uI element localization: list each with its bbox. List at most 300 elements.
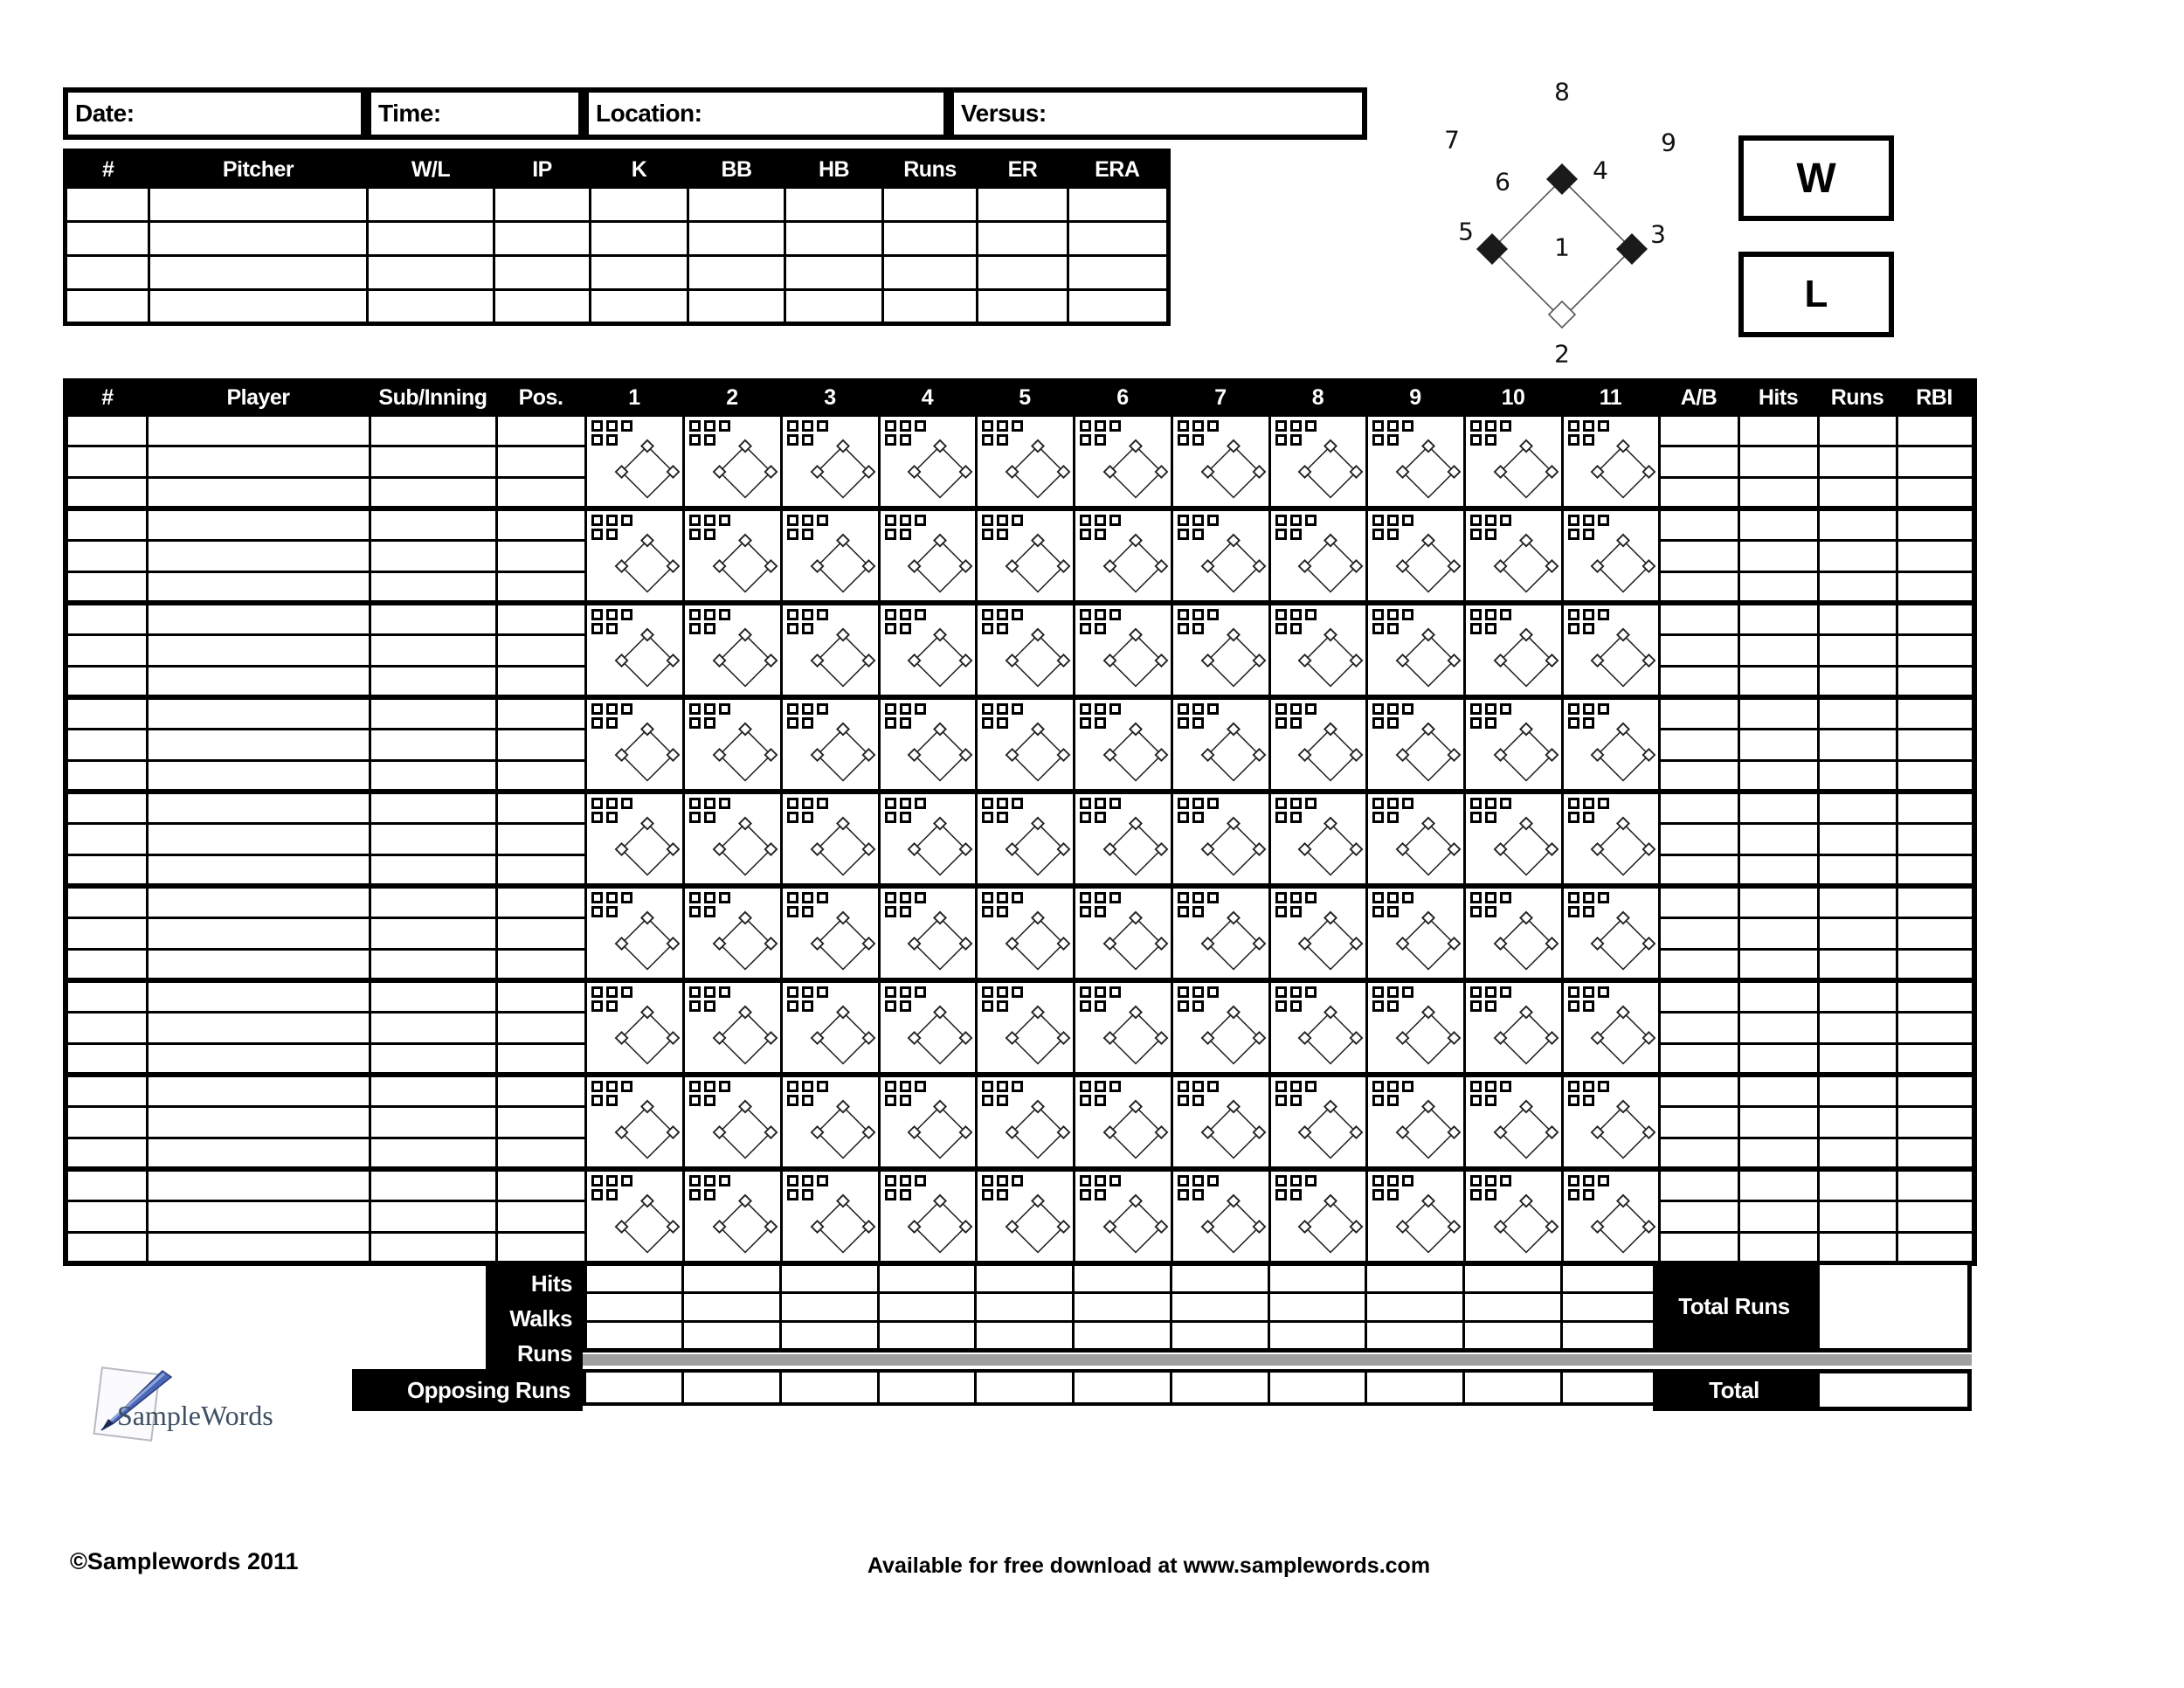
inning-cell	[976, 414, 1074, 508]
pitch-box	[1500, 986, 1511, 998]
pitcher-col-header-2: W/L	[368, 151, 494, 188]
inning-cell	[976, 603, 1074, 697]
player-row	[66, 1075, 1974, 1106]
hits-cell	[1738, 792, 1818, 823]
rbi-cell	[1897, 823, 1974, 854]
pitcher-col-header-9: ERA	[1068, 151, 1169, 188]
sub-inning-cell	[370, 792, 496, 823]
inning-cell	[1562, 697, 1659, 792]
pitch-box	[1372, 906, 1384, 917]
pitch-box	[802, 515, 813, 526]
number-cell	[66, 446, 147, 477]
base-diamond-icon	[1200, 816, 1267, 882]
pitch-box	[591, 986, 603, 998]
runs-cell	[1818, 823, 1897, 854]
player-name-cell	[147, 729, 370, 760]
totals-cell	[683, 1292, 781, 1321]
inning-col-header-4: 4	[879, 381, 976, 414]
hits-cell	[1738, 760, 1818, 792]
pitch-box	[787, 515, 798, 526]
rbi-cell	[1897, 792, 1974, 823]
sub-inning-cell	[370, 1106, 496, 1138]
position-cell	[496, 980, 585, 1012]
ab-cell	[1659, 446, 1738, 477]
pitch-box	[1598, 986, 1609, 998]
pitch-box	[1387, 703, 1399, 715]
pitch-box	[982, 812, 993, 823]
total-runs-label-box	[1653, 1261, 1815, 1352]
pitch-box	[1500, 515, 1511, 526]
base-diamond-icon	[1102, 627, 1169, 694]
totals-cell	[1366, 1321, 1464, 1350]
pitcher-col-header-3: IP	[494, 151, 591, 188]
pitch-box	[885, 798, 896, 809]
pitch-box	[982, 1000, 993, 1012]
player-name-cell	[147, 540, 370, 571]
hits-cell	[1738, 1012, 1818, 1043]
inning-cell	[1171, 508, 1269, 603]
inning-cell	[781, 792, 879, 886]
pitch-box	[900, 420, 911, 432]
totals-cell	[1171, 1321, 1269, 1350]
rbi-cell	[1897, 540, 1974, 571]
pitch-box	[1485, 892, 1496, 903]
position-cell	[496, 1043, 585, 1075]
pitch-box	[1080, 798, 1091, 809]
pitch-box	[915, 703, 926, 715]
runs-cell	[1818, 729, 1897, 760]
pitch-box	[689, 1000, 701, 1012]
base-diamond-icon	[712, 627, 778, 694]
inning-cell	[1562, 886, 1659, 980]
pitcher-col-header-7: Runs	[883, 151, 978, 188]
rbi-cell	[1897, 571, 1974, 603]
runs-cell	[1818, 980, 1897, 1012]
inning-cell	[585, 697, 683, 792]
ab-cell	[1659, 540, 1738, 571]
pitch-box	[1500, 609, 1511, 620]
rbi-cell	[1897, 1138, 1974, 1169]
inning-cell	[879, 603, 976, 697]
pitch-box	[915, 892, 926, 903]
pitch-box	[1598, 420, 1609, 432]
pitch-box	[817, 892, 828, 903]
ab-cell	[1659, 508, 1738, 540]
number-cell	[66, 508, 147, 540]
base-diamond-icon	[1297, 439, 1364, 505]
pitcher-cell	[883, 188, 978, 222]
pitch-box	[885, 717, 896, 729]
rbi-cell	[1897, 508, 1974, 540]
inning-cell	[683, 1075, 781, 1169]
pitch-box	[1470, 609, 1482, 620]
pitch-box	[1207, 609, 1219, 620]
inning-cell	[1366, 603, 1464, 697]
inning-cell	[585, 603, 683, 697]
inning-cell	[976, 980, 1074, 1075]
pitch-box	[1598, 892, 1609, 903]
inning-cell	[585, 980, 683, 1075]
position-number-5: 5	[1458, 217, 1474, 246]
pitcher-cell	[688, 188, 785, 222]
player-name-cell	[147, 1012, 370, 1043]
inning-col-header-6: 6	[1074, 381, 1171, 414]
pitch-box	[885, 420, 896, 432]
pitch-box	[1500, 420, 1511, 432]
base-diamond-icon	[614, 722, 681, 788]
inning-cell	[1562, 1075, 1659, 1169]
rbi-cell	[1897, 697, 1974, 729]
pitch-box	[997, 986, 1008, 998]
inning-cell	[1464, 980, 1562, 1075]
pitcher-cell	[368, 256, 494, 290]
player-name-cell	[147, 1106, 370, 1138]
pitch-box	[787, 420, 798, 432]
inning-cell	[879, 697, 976, 792]
pitch-box	[982, 1189, 993, 1200]
pitch-box	[787, 1175, 798, 1186]
inning-cell	[781, 414, 879, 508]
inning-cell	[1562, 414, 1659, 508]
pitch-box	[1275, 1081, 1287, 1092]
pitch-box	[719, 1081, 730, 1092]
sub-inning-cell	[370, 980, 496, 1012]
pitch-box	[704, 798, 715, 809]
pitch-box	[606, 609, 618, 620]
pitch-box	[1095, 420, 1106, 432]
base-diamond-icon	[1590, 816, 1656, 882]
player-row	[66, 1169, 1974, 1200]
pitch-box	[1095, 798, 1106, 809]
pitch-box	[704, 1081, 715, 1092]
inning-cell	[781, 886, 879, 980]
opposing-cell	[975, 1371, 1073, 1404]
totals-cell	[1464, 1321, 1562, 1350]
position-cell	[496, 666, 585, 697]
ab-cell	[1659, 823, 1738, 854]
inning-col-header-9: 9	[1366, 381, 1464, 414]
hits-cell	[1738, 414, 1818, 446]
pitch-box	[689, 906, 701, 917]
base-diamond-icon	[1005, 722, 1071, 788]
pitch-box	[885, 906, 896, 917]
pitch-box	[1178, 798, 1189, 809]
pitch-box	[1275, 892, 1287, 903]
inning-cell	[1366, 1075, 1464, 1169]
pitch-box	[689, 717, 701, 729]
pitch-box	[1598, 515, 1609, 526]
base-diamond-icon	[1395, 1193, 1462, 1260]
number-cell	[66, 603, 147, 634]
player-name-cell	[147, 823, 370, 854]
pitch-box	[1012, 1175, 1023, 1186]
totals-cell	[585, 1321, 683, 1350]
inning-cell	[1464, 697, 1562, 792]
position-cell	[496, 1012, 585, 1043]
runs-total-label: Runs	[517, 1340, 572, 1366]
pitch-box	[1192, 798, 1204, 809]
pitch-box	[1387, 420, 1399, 432]
inning-cell	[1171, 1075, 1269, 1169]
totals-cell	[683, 1321, 781, 1350]
totals-cell	[879, 1321, 976, 1350]
pitch-box	[1109, 703, 1121, 715]
player-name-cell	[147, 1169, 370, 1200]
pitch-box	[689, 1189, 701, 1200]
opposing-cell	[1561, 1371, 1658, 1404]
pitch-box	[1192, 1175, 1204, 1186]
pitch-box	[885, 986, 896, 998]
pitcher-cell	[978, 256, 1068, 290]
ab-cell	[1659, 666, 1738, 697]
runs-cell	[1818, 1012, 1897, 1043]
pitch-box	[1583, 798, 1594, 809]
sub-inning-cell	[370, 666, 496, 697]
pitch-box	[621, 986, 632, 998]
hits-cell	[1738, 823, 1818, 854]
pitch-box	[982, 798, 993, 809]
position-number-1: 1	[1554, 232, 1570, 262]
pitch-box	[1109, 1081, 1121, 1092]
inning-cell	[1366, 508, 1464, 603]
inning-cell	[683, 886, 781, 980]
base-diamond-icon	[1493, 722, 1559, 788]
rbi-cell	[1897, 1012, 1974, 1043]
opposing-cell	[1268, 1371, 1365, 1404]
base-diamond-icon	[1200, 1193, 1267, 1260]
player-name-cell	[147, 1043, 370, 1075]
player-name-cell	[147, 666, 370, 697]
base-diamond-icon	[1493, 627, 1559, 694]
pitcher-cell	[591, 290, 688, 324]
pitch-box	[689, 515, 701, 526]
pitch-box	[1207, 986, 1219, 998]
pitch-box	[1485, 515, 1496, 526]
total-runs-label: Total Runs	[1678, 1293, 1790, 1319]
hits-cell	[1738, 949, 1818, 980]
pitch-box	[689, 1175, 701, 1186]
pitch-box	[1080, 812, 1091, 823]
position-cell	[496, 1232, 585, 1263]
pitch-box	[982, 420, 993, 432]
pitch-box	[1207, 892, 1219, 903]
pitch-box	[1192, 892, 1204, 903]
opposing-cell	[1073, 1371, 1171, 1404]
pitch-box	[591, 420, 603, 432]
player-name-cell	[147, 1200, 370, 1232]
loss-box	[1738, 252, 1894, 337]
scorecard-col-header-0: #	[66, 381, 147, 414]
pitch-box	[591, 623, 603, 634]
pitch-box	[1305, 798, 1317, 809]
runs-cell	[1818, 603, 1897, 634]
totals-row	[585, 1292, 1659, 1321]
pitch-box	[1402, 609, 1413, 620]
sub-inning-cell	[370, 508, 496, 540]
inning-cell	[585, 886, 683, 980]
pitch-box	[1012, 986, 1023, 998]
hits-cell	[1738, 603, 1818, 634]
opposing-cell	[584, 1371, 682, 1404]
runs-cell	[1818, 1232, 1897, 1263]
pitch-box	[1372, 420, 1384, 432]
gray-divider-bar	[583, 1354, 1972, 1366]
inning-cell	[1464, 414, 1562, 508]
pitcher-cell	[368, 188, 494, 222]
inning-col-header-2: 2	[683, 381, 781, 414]
pitch-box	[817, 798, 828, 809]
pitch-box	[591, 1095, 603, 1106]
pitch-box	[1080, 529, 1091, 540]
pitcher-stats-table	[63, 149, 1171, 326]
inning-cell	[879, 980, 976, 1075]
sub-inning-cell	[370, 634, 496, 666]
pitch-box	[885, 703, 896, 715]
player-name-cell	[147, 760, 370, 792]
totals-cell	[683, 1263, 781, 1292]
base-diamond-icon	[907, 722, 973, 788]
base-diamond-icon	[712, 1099, 778, 1166]
pitch-box	[1485, 1081, 1496, 1092]
pitch-box	[591, 515, 603, 526]
base-diamond-icon	[1590, 439, 1656, 505]
hits-cell	[1738, 508, 1818, 540]
sub-inning-cell	[370, 1232, 496, 1263]
inning-cell	[976, 1075, 1074, 1169]
pitcher-col-header-4: K	[591, 151, 688, 188]
base-diamond-icon	[1102, 439, 1169, 505]
base-diamond-icon	[614, 1099, 681, 1166]
number-cell	[66, 980, 147, 1012]
position-cell	[496, 414, 585, 446]
scorecard-col-header-2: Sub/Inning	[370, 381, 496, 414]
sub-inning-cell	[370, 414, 496, 446]
hits-cell	[1738, 1075, 1818, 1106]
number-cell	[66, 477, 147, 508]
pitch-box	[689, 812, 701, 823]
pitcher-cell	[66, 222, 149, 256]
pitch-box	[802, 1081, 813, 1092]
versus-field-box	[949, 87, 1367, 140]
hits-total-label: Hits	[530, 1270, 572, 1297]
rbi-cell	[1897, 1106, 1974, 1138]
pitch-box	[982, 1081, 993, 1092]
pitcher-cell	[688, 256, 785, 290]
pitch-box	[900, 986, 911, 998]
pitcher-row	[66, 188, 1169, 222]
scorecard-header-row	[66, 381, 1974, 414]
pitch-box	[997, 1081, 1008, 1092]
pitcher-cell	[149, 256, 368, 290]
inning-cell	[1464, 508, 1562, 603]
number-cell	[66, 697, 147, 729]
pitch-box	[1583, 1081, 1594, 1092]
loss-label: L	[1804, 273, 1828, 315]
pitcher-cell	[1068, 222, 1169, 256]
position-cell	[496, 1138, 585, 1169]
player-name-cell	[147, 697, 370, 729]
pitch-box	[997, 1175, 1008, 1186]
base-diamond-icon	[1005, 816, 1071, 882]
base-diamond-icon	[1493, 439, 1559, 505]
pitch-box	[591, 609, 603, 620]
pitch-box	[915, 798, 926, 809]
pitch-box	[997, 420, 1008, 432]
number-cell	[66, 886, 147, 917]
pitch-box	[591, 892, 603, 903]
base-diamond-icon	[712, 1193, 778, 1260]
pitch-box	[1012, 703, 1023, 715]
player-name-cell	[147, 792, 370, 823]
pitch-box	[915, 420, 926, 432]
runs-cell	[1818, 508, 1897, 540]
opposing-runs-label-box	[352, 1369, 583, 1411]
pitch-box	[1305, 1175, 1317, 1186]
pitch-box	[1500, 1175, 1511, 1186]
player-name-cell	[147, 1232, 370, 1263]
inning-cell	[1269, 1075, 1366, 1169]
time-field-box	[366, 87, 584, 140]
ab-cell	[1659, 1169, 1738, 1200]
hits-cell	[1738, 540, 1818, 571]
pitch-box	[1372, 609, 1384, 620]
inning-cell	[1074, 603, 1171, 697]
pitch-box	[1080, 1095, 1091, 1106]
pitch-box	[915, 609, 926, 620]
base-diamond-icon	[810, 722, 876, 788]
pitch-box	[689, 420, 701, 432]
pitch-box	[885, 1000, 896, 1012]
pitch-box	[1178, 812, 1189, 823]
ab-cell	[1659, 886, 1738, 917]
pitch-box	[1290, 986, 1302, 998]
pitcher-cell	[978, 188, 1068, 222]
pitch-box	[1583, 515, 1594, 526]
totals-cell	[1464, 1292, 1562, 1321]
base-diamond-icon	[810, 439, 876, 505]
inning-cell	[976, 508, 1074, 603]
base-diamond-icon	[614, 533, 681, 599]
base-diamond-icon	[810, 627, 876, 694]
player-name-cell	[147, 446, 370, 477]
pitch-box	[1178, 623, 1189, 634]
ab-cell	[1659, 603, 1738, 634]
sub-inning-cell	[370, 446, 496, 477]
inning-cell	[1269, 508, 1366, 603]
stat-col-header-0: A/B	[1659, 381, 1738, 414]
pitch-box	[900, 609, 911, 620]
pitcher-cell	[591, 188, 688, 222]
pitch-box	[606, 420, 618, 432]
totals-cell	[1074, 1292, 1171, 1321]
base-diamond-icon	[1005, 439, 1071, 505]
base-diamond-icon	[614, 627, 681, 694]
pitch-box	[704, 703, 715, 715]
rbi-cell	[1897, 1075, 1974, 1106]
player-row	[66, 508, 1974, 540]
pitch-box	[689, 1081, 701, 1092]
hits-cell	[1738, 886, 1818, 917]
pitch-box	[1470, 515, 1482, 526]
inning-cell	[1171, 697, 1269, 792]
totals-cell	[585, 1292, 683, 1321]
pitch-box	[817, 1175, 828, 1186]
runs-cell	[1818, 949, 1897, 980]
pitch-box	[1402, 515, 1413, 526]
pitch-box	[1583, 420, 1594, 432]
pitch-box	[1568, 420, 1579, 432]
position-cell	[496, 508, 585, 540]
